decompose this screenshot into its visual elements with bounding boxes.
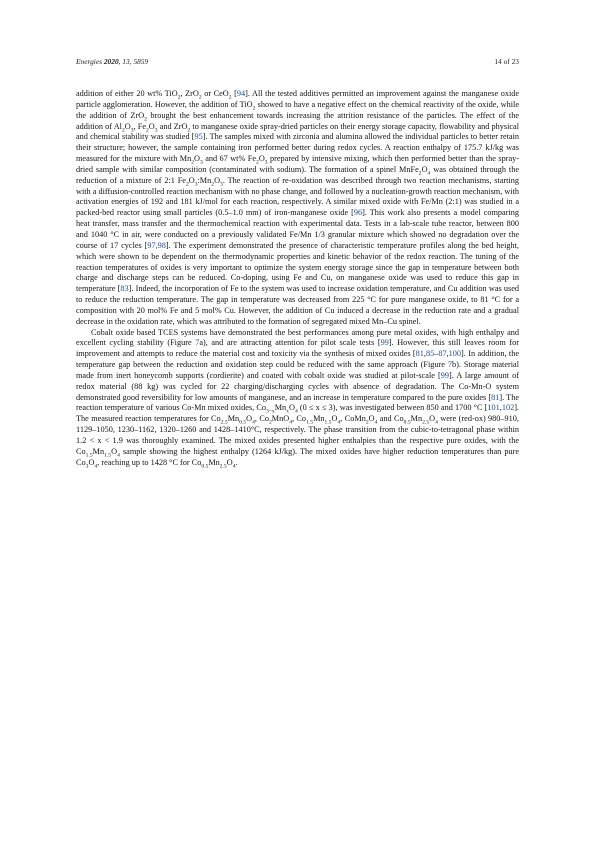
journal-citation: Energies 2020, 13, 5859 [76,57,149,66]
subscript: 3 [220,181,223,188]
text-run: Mn [274,403,287,413]
text-run: O [214,175,221,185]
text-run: was obtained through the reduction of a mixture of 2:1 Fe [76,164,520,185]
text-run: O [258,154,265,164]
citation-link[interactable]: 100 [448,349,462,359]
text-run: , CoMn [340,414,366,424]
text-run: ]. The reaction temperature of various Co-Mn mixed oxides, Co [76,392,519,413]
text-run: to manganese oxide spray-dried particles on their energy storage capacity, flowability and physical and chemical stability was studied [ [76,121,519,142]
subscript: 2 [211,181,215,188]
subscript: 0.5 [201,463,209,470]
subscript: 3 [199,159,203,166]
text-run: :Mn [197,175,212,185]
paragraph-cobalt-mixed-oxides [76,328,519,469]
subscript: 2 [144,116,147,123]
subscript: 3−x [265,409,275,416]
subscript: 4 [289,419,292,426]
text-run: O [368,414,375,424]
subscript: 2 [177,94,181,101]
text-run: . The reaction of re-oxidation was described through two reaction mechanisms, starting with a diffusion-controlled reaction mechanism with no phase change, and followed by a nucleation-growth reaction mechanism, with activation energies of 192 and 181 kJ/mol for each reaction, respectively. A similar mixed oxide with Fe/Mn (2:1) was studied in a packed-bed reactor using small particles (0.5–1.0 mm) of iron-manganese oxide [ [76,175,520,218]
citation-link[interactable]: 94 [236,89,246,98]
text-run: showed to have a negative effect on the chemical reactivity of the oxide, while the addition of ZrO [76,99,519,120]
citation-link[interactable]: 99 [440,370,449,380]
text-run: O [124,121,131,131]
subscript: 4 [117,452,120,459]
subscript: 1.5 [85,452,93,459]
text-run: , [423,349,426,359]
citation-link[interactable]: 83 [120,284,129,294]
subscript: 2 [228,94,232,101]
text-run: Mn [313,414,325,424]
citation-link[interactable]: 96 [353,208,363,218]
subscript: 4 [435,419,438,426]
text-run: prepared by intensive mixing, which then performed better than the spray-dried sample with similar composition (contaminated with sodium). The formation of a spinel MnFe [76,154,519,174]
text-run: ]. A large amount of redox material (88 kg) was cycled for 22 charging/discharging cycles with absence of degradation. The Co-Mn-O system demonstrated good reversibility for low amounts of manganese, and an increase in temperature compared to the pure oxides [ [76,370,520,402]
subscript: 4 [374,419,378,426]
text-run: ]. In addition, the temperature gap between the reduction and oxidation step could be reduced with the same approach (Figure [76,349,519,370]
text-run: or CeO [201,89,229,98]
subscript: 4 [232,463,236,470]
text-run: brought the best enhancement towards increasing the attrition resistance of the particles. The effect of the addition of Al [76,110,519,131]
text-run: ]. The experiment demonstrated the presence of characteristic temperature profiles along the bed height, which were shown to be dependent on the thermodynamic properties and kinetic behavior of the redox reaction. The tuning of the reaction temperatures of oxides is very important to optimize the system energy storage since the gap in temperature between both charge and discharge steps can be reduced. Co-doping, using Fe and Cu, on manganese oxide was used to reduce this gap in temperature [ [76,240,519,294]
citation-link[interactable]: 87 [438,349,447,359]
subscript: 3 [130,127,134,134]
paragraph-manganese-mixed-oxides [76,89,519,328]
journal-name: Energies [76,57,102,66]
subscript: 0.5 [403,419,411,426]
citation-link[interactable]: 85 [425,349,435,359]
subscript: 2.5 [422,419,430,426]
text-run: O [111,446,118,456]
text-run: O [188,175,195,185]
subscript: 2 [256,159,259,166]
text-run: O [194,154,200,164]
citation-link[interactable]: 81 [491,392,500,402]
text-run: ]. This work also presents a model comparing heat transfer, mass transfer and the thermochemical reaction with experimental data. Tests in a lab-scale tube reactor, between 800 and 1040 °C in air, were conducted on a previously validated Fe/Mn 1/3 granular mixture which showed no degradation over the course of 17 cycles [ [76,208,520,250]
text-run: – [434,349,439,359]
text-run: Mn [92,446,105,456]
text-run: Mn [410,414,423,424]
text-run: , reaching up to 1428 °C for Co [97,457,202,467]
text-run: and Co [377,414,404,424]
citation-link[interactable]: 95 [194,132,203,142]
text-run: ]. Indeed, the incorporation of Fe to the system was used to increase oxidation temperature, and Cu addition was used to reduce the reduction temperature. The gap in temperature was decreased from 225 °C for pure manganese oxide, to 81 °C for a composition with 20 mol% Fe and 5 mol% Cu. However, the addition of Cu induced a decrease in the reduction rate and a gradual decrease in the oxidation rate, which was attributed to the formation of segregated mixed Mn–Cu spinel. [76,284,519,326]
subscript: 4 [94,463,98,470]
text-run: ]. However, this still leaves room for improvement and attempts to reduce the material cost and toxicity via the synthesis of mixed oxides [ [76,338,519,359]
subscript: 2 [365,419,369,426]
subscript: 4 [427,170,431,177]
subscript: 2 [185,181,189,188]
subscript: 3 [194,181,198,188]
citation-link[interactable]: 97,98 [147,240,166,250]
text-run: O [429,414,436,424]
subscript: 2 [145,127,149,134]
text-run: , [499,403,502,413]
text-run: and ZrO [157,121,188,131]
subscript: 1.5 [104,452,112,459]
subscript: 2 [187,127,191,134]
text-run: MnO [271,414,290,424]
text-run: O [331,414,338,424]
subscript: 2 [268,419,272,426]
text-run: (0 ≤ x ≤ 3), was investigated between 850 and 1700 °C [ [297,403,488,413]
text-run: Cobalt oxide based TCES systems have demonstrated the best performances among pure metal oxides, with high enthalpy and excellent cycling stability (Figure [76,327,519,348]
subscript: x [286,409,289,416]
subscript: 2 [191,159,195,166]
text-run: O [288,403,295,413]
subscript: 1.5 [324,419,332,426]
text-run: addition of either 20 wt% TiO [76,89,178,98]
text-run: ]. The samples mixed with zirconia and alumina allowed the individual particles to better retain their structure; however, the sample containing iron performed better during redox cycles. A reaction enthalpy of 175.7 kJ/kg was measured for the mixture with Mn [76,132,519,164]
journal-year: 2020 [103,57,119,66]
subscript: 4 [294,409,298,416]
subscript: 1.5 [306,419,314,426]
article-number: 5859 [133,57,149,66]
text-run: O [148,121,155,131]
text-run: , ZrO [180,89,199,98]
subscript: 2 [198,94,202,101]
text-run: a), and are attracting attention for pilot scale tests [ [199,338,381,348]
subscript: 3 [264,159,268,166]
text-run: and 67 wt% Fe [202,154,257,164]
text-run: were (red-ox) 980–910, 1129–1050, 1230–1162, 1320–1260 and 1428–1410°C, respectively. The phase transition from the cubic-to-tetragonal phase within 1.2 < x < 1.9 was thoroughly examined. The mixed oxides presented higher enthalpies than the respective pure oxides, with the Co [76,414,519,456]
text-run: , Co [292,414,307,424]
subscript: 2.5 [219,463,227,470]
citation-link[interactable]: 7 [195,338,200,348]
citation-link[interactable]: 101 [487,403,500,413]
subscript: 2 [252,105,256,112]
text-run: [ [231,89,237,98]
citation-link[interactable]: 102 [501,403,515,413]
text-run: b). Storage material made from inert honeycomb supports (cordierite) and coated with cobalt oxide was studied at pilot-scale [ [76,360,519,380]
text-run: O [226,457,233,467]
citation-link[interactable]: 99 [380,338,389,348]
running-header [76,57,519,69]
text-run: ]. The measured reaction temperatures for Co [76,403,519,424]
text-run: O [246,414,253,424]
subscript: 2 [418,170,422,177]
text-run: , Co [254,414,269,424]
page-number: 14 of 23 [494,57,519,66]
subscript: 4 [252,419,255,426]
text-run: , [446,349,449,359]
text-run: . [235,457,238,467]
text-run: O [421,164,428,174]
text-run: Mn [208,457,220,467]
subscript: 2.5 [220,419,228,426]
subscript: 4 [337,419,341,426]
journal-volume: 13 [122,57,130,66]
subscript: 3 [154,127,158,134]
subscript: 2 [121,127,125,134]
subscript: 0.5 [239,419,247,426]
citation-link[interactable]: 81 [415,349,424,359]
subscript: 3 [85,463,89,470]
text-run: Mn [227,414,240,424]
text-run: ]. All the tested additives permitted an improvement against the manganese oxide particle agglomeration. However, the addition of TiO [76,89,520,109]
text-run: O [88,457,95,467]
text-run: sample showing the highest enthalpy (1264 kJ/kg). The mixed oxides have higher reduction temperatures than pure Co [76,446,519,467]
body-text [76,89,519,469]
citation-link[interactable]: 7 [447,360,452,370]
text-run: , Fe [133,121,146,131]
